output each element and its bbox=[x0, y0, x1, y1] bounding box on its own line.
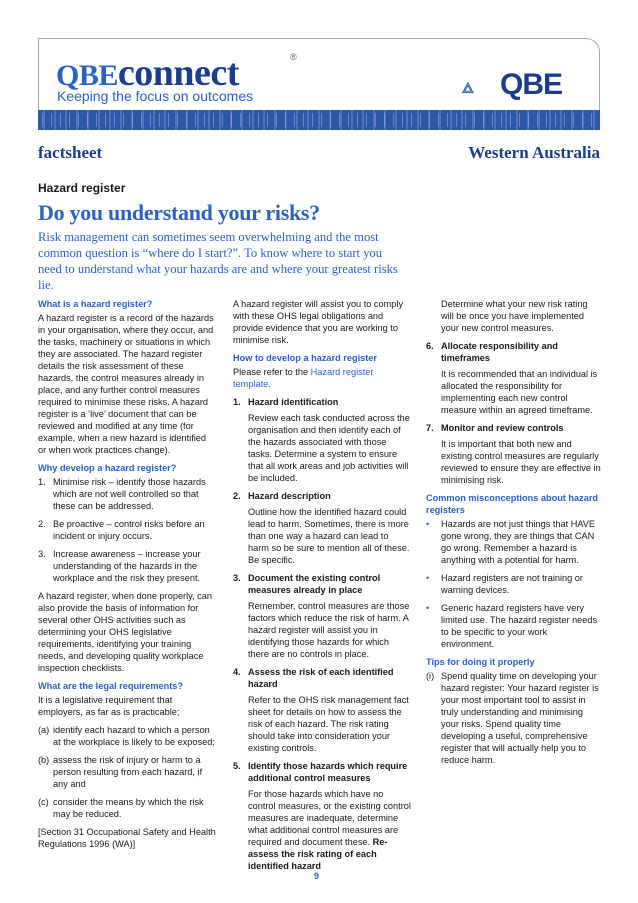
template-link[interactable]: Hazard register template. bbox=[233, 367, 374, 389]
step bbox=[426, 340, 602, 416]
section-heading-misconceptions: Common misconceptions about hazard registers bbox=[426, 493, 599, 515]
step bbox=[233, 666, 411, 754]
section-heading-tips: Tips for doing it properly bbox=[426, 657, 535, 667]
list-text: assess the risk of injury or harm to a person resulting from each hazard, if any and bbox=[53, 755, 203, 789]
step-title: Hazard identification bbox=[248, 397, 339, 407]
doc-type: factsheet bbox=[38, 143, 103, 162]
section-heading-what: What is a hazard register? bbox=[38, 299, 153, 309]
step bbox=[426, 422, 602, 486]
step-number: 2. bbox=[233, 491, 241, 501]
legal-reference: [Section 31 Occupational Safety and Health Regulations 1996 (WA)] bbox=[38, 827, 216, 849]
what-body: A hazard register is a record of the hazards in your organisation, where they occur, and the tasks, machinery or situations in which they are associated. The hazard register details the risk assessment of these hazards, the control measures already in place, and any further control measures required to minimise these risks. A hazard register is a ‘live’ document that can be reviewed and modified at any time (for example, when a new hazard is identified or when work practices change). bbox=[38, 313, 214, 455]
how-text bbox=[233, 366, 411, 390]
tagline: Keeping the focus on outcomes bbox=[57, 88, 254, 104]
section-heading-how: How to develop a hazard register bbox=[233, 353, 377, 363]
list-text: Minimise risk – identify those hazards which are not well controlled so that these can be addressed. bbox=[53, 477, 206, 511]
list-marker: 3. bbox=[38, 549, 46, 559]
step-text: Outline how the identified hazard could lead to harm. Sometimes, there is more than one way a hazard can lead to harm so be sure to mention all of these. Be specific. bbox=[248, 507, 410, 565]
list-text: Spend quality time on developing your hazard register: Your hazard register is your most important tool to assist in truly understanding and minimising your risks. Spend quality time developing a useful, comprehensive register that will actually help you to reduce harm. bbox=[441, 671, 599, 765]
step-title: Monitor and review controls bbox=[441, 423, 564, 433]
step-title: Allocate responsibility and timeframes bbox=[441, 341, 558, 363]
step-text: Review each task conducted across the organisation and then identify each of the hazards associated with those tasks. Determine a system to ensure that all work areas and job activities will be included. bbox=[248, 413, 410, 483]
decorative-band bbox=[38, 110, 600, 130]
list-item bbox=[38, 518, 216, 542]
step-continuation: Determine what your new risk rating will be once you have implemented your new control measures. bbox=[441, 299, 588, 333]
list-text: identify each hazard to which a person at the workplace is likely to be exposed; bbox=[53, 725, 215, 747]
qbe-logo-text: QBE bbox=[500, 68, 563, 101]
step-number: 3. bbox=[233, 573, 241, 583]
assist-text: A hazard register will assist you to comply with these OHS legal obligations and provide evidence that you are working to minimise risk. bbox=[233, 299, 404, 345]
bullet-icon: • bbox=[426, 573, 430, 583]
list-marker: 1. bbox=[38, 477, 46, 487]
column-2 bbox=[233, 298, 411, 878]
step-number: 1. bbox=[233, 397, 241, 407]
list-text: Generic hazard registers have very limited use. The hazard register needs to be specific to your work environment. bbox=[441, 603, 598, 649]
qbe-logo-icon bbox=[462, 70, 498, 106]
list-text: Hazard registers are not training or warning devices. bbox=[441, 573, 583, 595]
bullet-icon: • bbox=[426, 603, 430, 613]
section-heading-why: Why develop a hazard register? bbox=[38, 463, 177, 473]
list-text: Increase awareness – increase your understanding of the hazards in the workplace and the risk they present. bbox=[53, 549, 201, 583]
band-pattern bbox=[38, 113, 600, 127]
list-text: consider the means by which the risk may be reduced. bbox=[53, 797, 204, 819]
step-number: 5. bbox=[233, 761, 241, 771]
step-number: 6. bbox=[426, 341, 434, 351]
step-number: 4. bbox=[233, 667, 241, 677]
step-text-regular: For those hazards which have no control measures, or the existing control measures are inadequate, determine what additional control measures are required and document these. bbox=[248, 789, 411, 847]
step bbox=[233, 396, 411, 484]
step bbox=[233, 572, 411, 660]
how-prefix: Please refer to the bbox=[233, 367, 311, 377]
list-item bbox=[426, 518, 602, 566]
list-text: Hazards are not just things that HAVE gone wrong, they are things that CAN go wrong. Remember a hazard is anything with a potential for harm. bbox=[441, 519, 596, 565]
list-marker: (a) bbox=[38, 725, 50, 735]
step-text: Refer to the OHS risk management fact sheet for details on how to assess the risk of each hazard. The risk rating should take into consideration your existing controls. bbox=[248, 695, 409, 753]
brand-logo bbox=[56, 54, 239, 92]
step-title: Document the existing control measures already in place bbox=[248, 573, 381, 595]
list-text: Be proactive – control risks before an incident or injury occurs. bbox=[53, 519, 205, 541]
page-number: 9 bbox=[314, 871, 320, 881]
kicker: Hazard register bbox=[38, 181, 126, 195]
list-marker: (b) bbox=[38, 755, 50, 765]
column-3 bbox=[426, 298, 602, 772]
list-item bbox=[38, 724, 216, 748]
list-marker: (c) bbox=[38, 797, 49, 807]
list-item bbox=[426, 670, 602, 766]
page-title: Do you understand your risks? bbox=[38, 200, 320, 225]
list-item bbox=[38, 796, 216, 820]
legal-intro: It is a legislative requirement that employers, as far as is practicable; bbox=[38, 695, 180, 717]
step-text: Remember, control measures are those factors which reduce the risk of harm. A hazard register will assist you in identifying those hazards for which there are no controls in place. bbox=[248, 601, 410, 659]
intro-text: Risk management can sometimes seem overwhelming and the most common question is “where do I start?”. To know where to start you need to understand what your hazards are and where your greatest risks lie. bbox=[38, 230, 398, 292]
step bbox=[233, 490, 411, 566]
step-number: 7. bbox=[426, 423, 434, 433]
list-marker: (i) bbox=[426, 671, 435, 681]
region: Western Australia bbox=[468, 143, 600, 162]
step-title: Assess the risk of each identified hazard bbox=[248, 667, 394, 689]
list-marker: 2. bbox=[38, 519, 46, 529]
step-text: It is recommended that an individual is allocated the responsibility for implementing each new control measure within an agreed timeframe. bbox=[441, 369, 598, 415]
list-item bbox=[426, 572, 602, 596]
column-1 bbox=[38, 298, 216, 856]
list-item bbox=[38, 476, 216, 512]
why-after: A hazard register, when done properly, can also provide the basis of information for several other OHS activities such as determining your OHS legislative requirements, identifying your training needs, and developing quality workplace inspection checklists. bbox=[38, 591, 212, 673]
step-title: Identify those hazards which require additional control measures bbox=[248, 761, 408, 783]
step-text-bold: Re-assess the risk rating of each identified hazard bbox=[248, 837, 388, 871]
registered-mark: ® bbox=[290, 52, 297, 62]
step-text: It is important that both new and existing control measures are regularly reviewed to ensure they are effective in minimising risk. bbox=[441, 439, 601, 485]
section-heading-legal: What are the legal requirements? bbox=[38, 681, 183, 691]
step bbox=[233, 760, 411, 872]
step-title: Hazard description bbox=[248, 491, 331, 501]
brand-part1: QBE bbox=[56, 59, 118, 92]
list-item bbox=[38, 754, 216, 790]
brand-part2: connect bbox=[117, 52, 239, 94]
bullet-icon: • bbox=[426, 519, 430, 529]
list-item bbox=[38, 548, 216, 584]
step-text bbox=[233, 788, 411, 872]
list-item bbox=[426, 602, 602, 650]
